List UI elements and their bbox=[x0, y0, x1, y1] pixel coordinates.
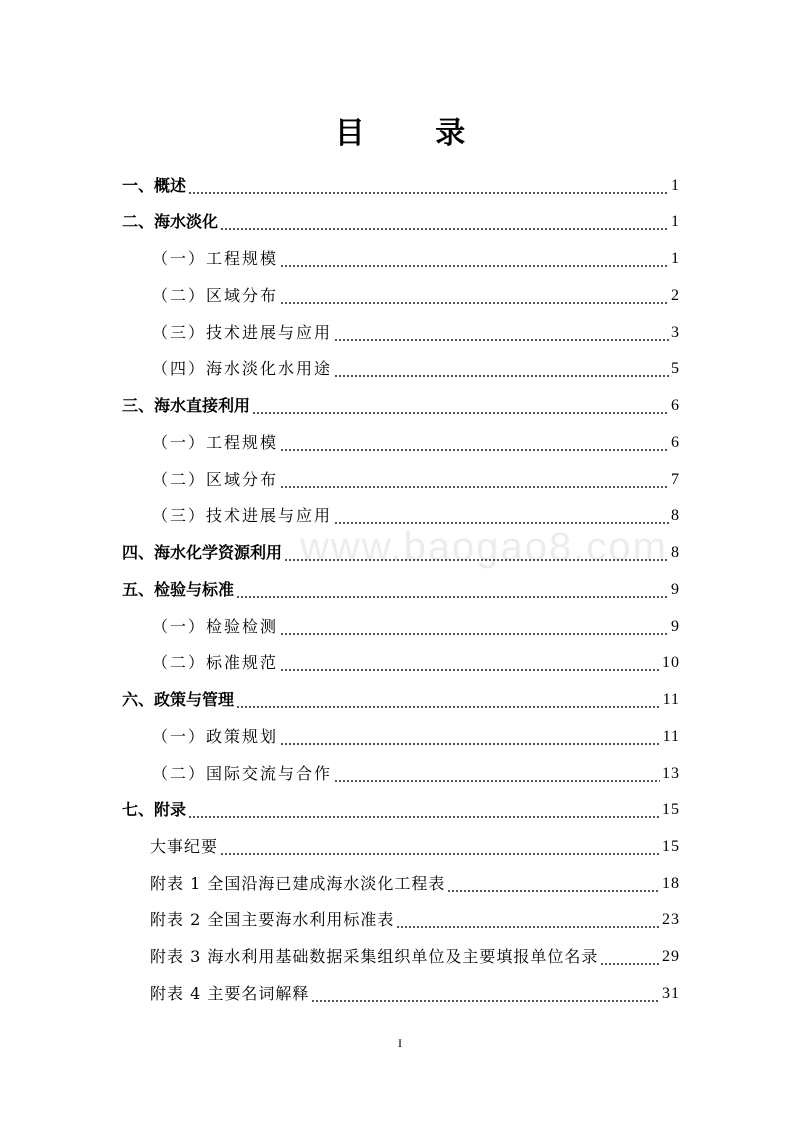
toc-entry-page: 29 bbox=[662, 948, 680, 965]
toc-dot-leader bbox=[280, 249, 669, 269]
toc-entry-page: 6 bbox=[671, 397, 680, 414]
toc-dot-leader bbox=[334, 506, 669, 526]
toc-dot-leader bbox=[334, 359, 669, 379]
toc-entry-title: 附表 4 主要名词解释 bbox=[150, 984, 310, 1003]
toc-entry-overview[interactable] bbox=[122, 170, 680, 196]
toc-entry-page: 7 bbox=[671, 471, 680, 488]
toc-dot-leader bbox=[252, 396, 669, 416]
toc-entry-title: 附表 3 海水利用基础数据采集组织单位及主要填报单位名录 bbox=[150, 947, 599, 966]
toc-entry-page: 9 bbox=[671, 581, 680, 598]
toc-entry-page: 2 bbox=[671, 287, 680, 304]
toc-entry-page: 5 bbox=[671, 360, 680, 377]
page-number-footer: I bbox=[398, 1036, 402, 1050]
toc-entry-title: （一）工程规模 bbox=[152, 249, 279, 268]
toc-entry-title: 大事纪要 bbox=[150, 837, 219, 856]
toc-entry-page: 1 bbox=[671, 250, 680, 267]
toc-dot-leader bbox=[280, 286, 669, 306]
toc-entry-desalination-use[interactable] bbox=[152, 353, 680, 379]
toc-entry-title: 二、海水淡化 bbox=[122, 212, 219, 231]
toc-entry-title: 四、海水化学资源利用 bbox=[122, 543, 283, 562]
toc-dot-leader bbox=[236, 690, 661, 710]
toc-entry-direct-use-scale[interactable] bbox=[152, 427, 680, 453]
toc-entry-title: （一）政策规划 bbox=[152, 727, 279, 746]
toc-entry-page: 15 bbox=[662, 801, 680, 818]
toc-entry-page: 1 bbox=[671, 213, 680, 230]
toc-dot-leader bbox=[284, 543, 669, 563]
toc-dot-leader bbox=[311, 984, 660, 1004]
toc-dot-leader bbox=[188, 176, 669, 196]
toc-entry-direct-use-tech[interactable] bbox=[152, 500, 680, 526]
toc-entry-chronicle[interactable] bbox=[150, 831, 680, 857]
toc-entry-title: 附表 1 全国沿海已建成海水淡化工程表 bbox=[150, 874, 446, 893]
toc-entry-title: （一）工程规模 bbox=[152, 433, 279, 452]
toc-entry-direct-use[interactable] bbox=[122, 390, 680, 416]
toc-entry-inspection-standards[interactable] bbox=[122, 574, 680, 600]
toc-entry-title: 五、检验与标准 bbox=[122, 580, 235, 599]
toc-entry-page: 13 bbox=[662, 765, 680, 782]
toc-entry-page: 1 bbox=[671, 177, 680, 194]
toc-dot-leader bbox=[236, 580, 669, 600]
toc-entry-chemical-resources[interactable] bbox=[122, 537, 680, 563]
toc-entry-appendix-table-4[interactable] bbox=[150, 978, 680, 1004]
toc-entry-page: 3 bbox=[671, 324, 680, 341]
page-title: 目 录 bbox=[334, 116, 496, 151]
toc-entry-title: （一）检验检测 bbox=[152, 617, 279, 636]
toc-dot-leader bbox=[334, 323, 669, 343]
toc-entry-title: （二）标准规范 bbox=[152, 653, 279, 672]
toc-entry-standards[interactable] bbox=[152, 647, 680, 673]
toc-entry-international-cooperation[interactable] bbox=[152, 758, 680, 784]
toc-entry-title: 附表 2 全国主要海水利用标准表 bbox=[150, 910, 395, 929]
toc-entry-title: 一、概述 bbox=[122, 176, 187, 195]
toc-dot-leader bbox=[220, 837, 660, 857]
toc-entry-appendix-table-3[interactable] bbox=[150, 941, 680, 967]
toc-entry-desalination-tech[interactable] bbox=[152, 317, 680, 343]
toc-dot-leader bbox=[334, 764, 660, 784]
toc-entry-title: （二）区域分布 bbox=[152, 286, 279, 305]
toc-dot-leader bbox=[280, 653, 660, 673]
toc-entry-appendix-table-1[interactable] bbox=[150, 868, 680, 894]
toc-entry-page: 10 bbox=[662, 654, 680, 671]
toc-entry-desalination[interactable] bbox=[122, 206, 680, 232]
toc-dot-leader bbox=[280, 470, 669, 490]
toc-entry-title: （二）区域分布 bbox=[152, 470, 279, 489]
toc-entry-page: 15 bbox=[662, 838, 680, 855]
toc-entry-page: 31 bbox=[662, 985, 680, 1002]
toc-entry-policy-management[interactable] bbox=[122, 684, 680, 710]
toc-entry-appendix[interactable] bbox=[122, 794, 680, 820]
toc-dot-leader bbox=[280, 433, 669, 453]
toc-dot-leader bbox=[280, 727, 661, 747]
toc-entry-inspection[interactable] bbox=[152, 611, 680, 637]
toc-entry-desalination-region[interactable] bbox=[152, 280, 680, 306]
toc-entry-page: 11 bbox=[662, 728, 680, 745]
toc-dot-leader bbox=[188, 800, 660, 820]
toc-dot-leader bbox=[396, 910, 660, 930]
toc-dot-leader bbox=[220, 212, 669, 232]
toc-entry-page: 18 bbox=[662, 875, 680, 892]
toc-entry-title: （三）技术进展与应用 bbox=[152, 323, 333, 342]
toc-entry-desalination-scale[interactable] bbox=[152, 243, 680, 269]
toc-entry-title: 三、海水直接利用 bbox=[122, 396, 251, 415]
toc-entry-page: 11 bbox=[662, 691, 680, 708]
toc-dot-leader bbox=[447, 874, 660, 894]
toc-entry-title: （三）技术进展与应用 bbox=[152, 506, 333, 525]
toc-dot-leader bbox=[600, 947, 660, 967]
toc-entry-direct-use-region[interactable] bbox=[152, 464, 680, 490]
toc-dot-leader bbox=[280, 617, 669, 637]
toc-entry-appendix-table-2[interactable] bbox=[150, 904, 680, 930]
toc-entry-title: 七、附录 bbox=[122, 800, 187, 819]
toc-entry-page: 23 bbox=[662, 911, 680, 928]
toc-entry-page: 9 bbox=[671, 618, 680, 635]
toc-entry-page: 6 bbox=[671, 434, 680, 451]
toc-entry-title: （四）海水淡化水用途 bbox=[152, 359, 333, 378]
toc-entry-page: 8 bbox=[671, 544, 680, 561]
toc-entry-title: 六、政策与管理 bbox=[122, 690, 235, 709]
toc-entry-title: （二）国际交流与合作 bbox=[152, 764, 333, 783]
toc-entry-page: 8 bbox=[671, 507, 680, 524]
toc-entry-policy-planning[interactable] bbox=[152, 721, 680, 747]
